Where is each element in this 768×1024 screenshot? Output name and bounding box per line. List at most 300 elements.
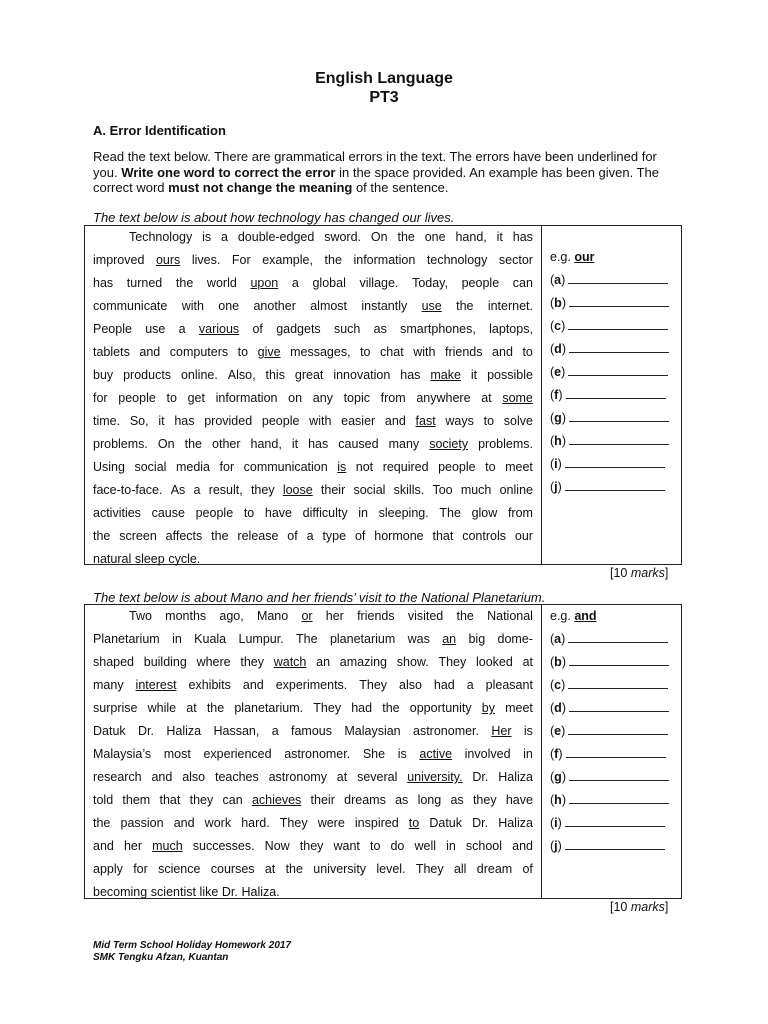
word: glow: [471, 506, 498, 520]
word: meet: [505, 460, 533, 474]
word: much: [460, 483, 492, 497]
error-word: much: [152, 839, 183, 853]
word: on: [288, 391, 303, 405]
word: in: [358, 506, 368, 520]
word: any: [312, 391, 333, 405]
word: sector: [498, 253, 533, 267]
word: turned: [126, 276, 163, 290]
word: for: [93, 391, 108, 405]
word: to: [485, 460, 496, 474]
footer-line-1: Mid Term School Holiday Homework 2017: [93, 940, 292, 951]
word: one: [424, 230, 446, 244]
word: technology: [426, 253, 488, 267]
word: it: [470, 368, 478, 382]
word: Planetarium: [93, 632, 160, 646]
word: communicate: [93, 299, 168, 313]
answer-label: (a): [550, 632, 566, 646]
instructions-text-2: in the space provided. An example has been given. The correct word: [93, 164, 660, 195]
word: use: [145, 322, 166, 336]
passage-line: [93, 835, 533, 858]
word: people: [438, 460, 476, 474]
word: courses: [210, 862, 255, 876]
answer-blank[interactable]: [568, 269, 668, 284]
answer-label: (b): [550, 655, 566, 669]
answer-blank[interactable]: [566, 384, 666, 399]
passage-line: [93, 674, 533, 697]
error-word: use: [421, 299, 442, 313]
word: as: [450, 793, 464, 807]
word: release: [237, 529, 279, 543]
answer-blank[interactable]: [568, 720, 668, 735]
word-with-error: [419, 743, 452, 766]
answer-label: (g): [550, 770, 566, 784]
word: Haliza: [166, 724, 202, 738]
answer-label: (h): [550, 793, 566, 807]
word: that: [159, 793, 181, 807]
word: easier: [341, 414, 376, 428]
word-with-error: [199, 318, 239, 341]
answer-blank[interactable]: [565, 835, 665, 850]
word: astronomy: [268, 770, 327, 784]
word-with-error: [491, 720, 511, 743]
word: the: [93, 816, 111, 830]
word: is: [523, 724, 533, 738]
word: people: [461, 276, 500, 290]
word: and: [139, 345, 161, 359]
word: in: [523, 747, 533, 761]
word: a: [193, 483, 201, 497]
word: lives.: [191, 253, 221, 267]
word: Dr.: [138, 724, 154, 738]
error-word: active: [419, 747, 453, 761]
word: they: [189, 793, 214, 807]
word: with: [181, 299, 204, 313]
word: at: [186, 701, 197, 715]
word: to: [166, 391, 177, 405]
word: activities: [93, 506, 141, 520]
passage-line: [93, 812, 533, 835]
word: National: [487, 609, 533, 623]
word: affects: [165, 529, 203, 543]
marks-suffix: ]: [664, 566, 669, 580]
word: where: [196, 655, 231, 669]
word-with-error: [274, 651, 307, 674]
example-row: [550, 246, 680, 269]
answer-label: (d): [550, 701, 566, 715]
example-prefix: e.g.: [550, 250, 571, 264]
answer-blank[interactable]: [565, 476, 665, 491]
answer-row-e: [550, 720, 680, 743]
word: the: [184, 437, 202, 451]
passage-line: [93, 697, 533, 720]
word-with-error: [258, 341, 281, 364]
answer-label: (i): [550, 816, 562, 830]
answer-blank[interactable]: [568, 315, 668, 330]
word: famous: [291, 724, 332, 738]
passage-line: [93, 226, 533, 249]
answer-row-f: [550, 384, 680, 407]
word: a: [291, 276, 299, 290]
word: type: [322, 529, 347, 543]
word: They: [359, 678, 388, 692]
word: their: [320, 483, 346, 497]
answer-blank[interactable]: [569, 407, 669, 422]
answer-blank[interactable]: [568, 674, 668, 689]
word-with-error: [430, 364, 461, 387]
word: can: [512, 276, 533, 290]
error-word: is: [337, 460, 347, 474]
answer-label: (c): [550, 319, 566, 333]
word: school: [465, 839, 503, 853]
word: dreams: [344, 793, 386, 807]
word: to: [237, 345, 249, 359]
word: several: [357, 770, 398, 784]
word-with-error: [409, 812, 419, 835]
error-word: Her: [491, 724, 512, 738]
passage-2-marks: [610, 900, 668, 914]
word: the: [397, 230, 415, 244]
word: almost: [310, 299, 348, 313]
word: sleeping.: [378, 506, 429, 520]
word-with-error: [502, 387, 533, 410]
error-word: to: [408, 816, 420, 830]
answer-label: (e): [550, 724, 566, 738]
answer-blank[interactable]: [566, 743, 666, 758]
passage-line: [93, 295, 533, 318]
answer-row-b: [550, 651, 680, 674]
word: innovation: [333, 368, 391, 382]
word: involved: [464, 747, 511, 761]
passage-line: [93, 858, 533, 881]
passage-line: [93, 548, 533, 571]
passage-1-intro: The text below is about how technology has changed our lives.: [93, 210, 455, 225]
word: most: [163, 747, 191, 761]
passage-line: [93, 272, 533, 295]
word-with-error: [250, 272, 278, 295]
answer-row-f: [550, 743, 680, 766]
word: They: [415, 862, 444, 876]
word: the: [211, 529, 229, 543]
word: media: [175, 460, 211, 474]
answer-blank[interactable]: [569, 789, 669, 804]
word: natural: [93, 552, 132, 566]
word: planetarium: [329, 632, 396, 646]
word: has: [174, 414, 195, 428]
word-with-error: [283, 479, 313, 502]
word: Lumpur.: [238, 632, 284, 646]
word: this: [265, 368, 285, 382]
word: they: [250, 483, 275, 497]
word: difficulty: [302, 506, 348, 520]
word: all: [453, 862, 467, 876]
passage-line: [93, 789, 533, 812]
instructions: [93, 149, 683, 196]
word: ways: [445, 414, 474, 428]
answer-label: (f): [550, 388, 563, 402]
answer-blank[interactable]: [565, 453, 665, 468]
answer-blank[interactable]: [568, 628, 668, 643]
word: people: [118, 391, 156, 405]
word: amazing: [339, 655, 388, 669]
word: global: [312, 276, 346, 290]
word: long: [417, 793, 442, 807]
word: provided: [204, 414, 253, 428]
answer-label: (c): [550, 678, 566, 692]
word: social: [134, 460, 167, 474]
word: As: [170, 483, 186, 497]
word: their: [310, 793, 335, 807]
answer-blank[interactable]: [568, 361, 668, 376]
word: hard.: [241, 816, 270, 830]
section-heading: A. Error Identification: [93, 123, 226, 138]
word: result,: [208, 483, 243, 497]
answer-row-e: [550, 361, 680, 384]
word: a: [466, 678, 474, 692]
answer-label: (j): [550, 839, 562, 853]
word: a: [306, 529, 314, 543]
word: information: [353, 253, 416, 267]
word: Datuk: [93, 724, 126, 738]
error-word: or: [301, 609, 313, 623]
word: the: [382, 701, 400, 715]
answer-blank[interactable]: [569, 651, 669, 666]
word: Datuk: [429, 816, 462, 830]
answer-blank[interactable]: [565, 812, 665, 827]
word: had: [351, 701, 373, 715]
word: work: [204, 816, 232, 830]
word: research: [93, 770, 142, 784]
word: one: [218, 299, 240, 313]
word: had: [433, 678, 455, 692]
word: as: [395, 793, 409, 807]
word: inspired: [354, 816, 399, 830]
word: has: [308, 437, 329, 451]
word: problems.: [93, 437, 148, 451]
word: Kuala: [194, 632, 227, 646]
word: meet: [505, 701, 533, 715]
word: Haliza.: [241, 885, 280, 899]
word: have: [505, 793, 533, 807]
word: Haliza: [498, 770, 533, 784]
answer-row-d: [550, 697, 680, 720]
word: has: [400, 368, 421, 382]
word: Hassan,: [213, 724, 260, 738]
answer-row-g: [550, 407, 680, 430]
word-with-error: [152, 835, 183, 858]
error-word: ours: [155, 253, 181, 267]
word: successes.: [192, 839, 255, 853]
passage-line: [93, 410, 533, 433]
answer-label: (a): [550, 273, 566, 287]
word: for: [133, 862, 148, 876]
word: is: [397, 747, 407, 761]
word: online: [499, 483, 533, 497]
word: of: [522, 862, 533, 876]
passage-2-intro: The text below is about Mano and her friends’ visit to the National Planetarium.: [93, 590, 546, 605]
error-word: university.: [407, 770, 463, 784]
word: messages,: [290, 345, 351, 359]
passage-line: [93, 766, 533, 789]
word: not: [355, 460, 374, 474]
passage-line: [93, 720, 533, 743]
word: looked: [475, 655, 513, 669]
word: Too: [432, 483, 453, 497]
word: hormone: [374, 529, 424, 543]
answer-row-i: [550, 453, 680, 476]
word: friends: [444, 345, 483, 359]
word: they: [472, 793, 497, 807]
word: big: [468, 632, 486, 646]
word: ago,: [219, 609, 244, 623]
word: building: [143, 655, 187, 669]
word: experienced: [203, 747, 272, 761]
word: example,: [262, 253, 313, 267]
word: They: [313, 701, 342, 715]
passage-line: [93, 525, 533, 548]
word: problems.: [478, 437, 533, 451]
passage-line: [93, 318, 533, 341]
word: skills.: [393, 483, 425, 497]
passage-1-marks: [610, 566, 668, 580]
word: them: [122, 793, 151, 807]
word: her: [123, 839, 143, 853]
word: to: [483, 414, 495, 428]
answer-row-h: [550, 789, 680, 812]
word: level.: [376, 862, 406, 876]
word: Two: [129, 609, 152, 623]
passage-line: [93, 605, 533, 628]
answer-row-g: [550, 766, 680, 789]
passage-line: [93, 651, 533, 674]
word: People: [93, 322, 132, 336]
answer-row-c: [550, 315, 680, 338]
answer-blank[interactable]: [569, 292, 669, 307]
example-row: [550, 605, 680, 628]
word: it: [158, 414, 165, 428]
word: our: [514, 529, 533, 543]
word: at: [336, 770, 348, 784]
word: of: [252, 322, 263, 336]
word: the: [456, 609, 474, 623]
word: hand,: [250, 437, 282, 451]
word: laptops,: [489, 322, 533, 336]
marks-word: marks: [630, 566, 665, 580]
answer-blank[interactable]: [569, 766, 669, 781]
word: On: [370, 230, 388, 244]
word: of: [354, 529, 366, 543]
error-word: society: [429, 437, 469, 451]
word: experiments.: [275, 678, 348, 692]
word: and: [173, 816, 195, 830]
answer-label: (b): [550, 296, 566, 310]
example-prefix: e.g.: [550, 609, 571, 623]
answer-row-a: [550, 269, 680, 292]
document-subtitle: PT3: [369, 89, 399, 106]
word: required: [382, 460, 429, 474]
word: and: [512, 839, 533, 853]
word: from: [380, 391, 406, 405]
word: gadgets: [276, 322, 321, 336]
word: topic: [343, 391, 370, 405]
error-word: interest: [135, 678, 177, 692]
word: months: [165, 609, 207, 623]
word: They: [279, 816, 308, 830]
word: the: [324, 253, 342, 267]
word: from: [507, 506, 533, 520]
word: the: [206, 701, 225, 715]
word: has: [512, 230, 533, 244]
instructions-bold-2: must not change the meaning: [168, 180, 353, 195]
word: they: [299, 839, 324, 853]
word: sword.: [324, 230, 362, 244]
word: great: [294, 368, 324, 382]
passage-line: [93, 743, 533, 766]
word: at: [264, 862, 276, 876]
word: chat: [380, 345, 404, 359]
passage-1-text: [85, 226, 542, 564]
passage-line: [93, 881, 533, 904]
example-answer: our: [574, 250, 595, 264]
word-with-error: [252, 789, 301, 812]
word: Dr.: [472, 770, 489, 784]
word: is: [202, 230, 212, 244]
marks-suffix: ]: [664, 900, 669, 914]
passage-line: [93, 387, 533, 410]
word: possible: [487, 368, 533, 382]
answer-blank[interactable]: [569, 697, 669, 712]
word: an: [316, 655, 331, 669]
instructions-bold-1: Write one word to correct the error: [121, 164, 336, 180]
footer-line-2: SMK Tengku Afzan, Kuantan: [93, 952, 229, 963]
word: products: [123, 368, 172, 382]
word: many: [388, 437, 420, 451]
word: surprise: [93, 701, 138, 715]
word: controls: [462, 529, 506, 543]
answer-row-i: [550, 812, 680, 835]
word: in: [446, 839, 456, 853]
answer-row-b: [550, 292, 680, 315]
word: a: [178, 322, 186, 336]
word: were: [317, 816, 345, 830]
word: friends: [357, 609, 395, 623]
passage-2-box: [84, 604, 682, 899]
error-word: an: [442, 632, 457, 646]
word: her: [325, 609, 344, 623]
answer-row-h: [550, 430, 680, 453]
word: many: [93, 678, 124, 692]
word: Using: [93, 460, 125, 474]
word: has: [93, 276, 114, 290]
word: social: [353, 483, 386, 497]
answer-blank[interactable]: [569, 430, 669, 445]
word: opportunity: [409, 701, 472, 715]
word: a: [221, 230, 228, 244]
word: screen: [119, 529, 157, 543]
word: teaches: [214, 770, 259, 784]
passage-line: [93, 341, 533, 364]
answer-label: (j): [550, 480, 562, 494]
word: buy: [93, 368, 114, 382]
passage-line: [93, 433, 533, 456]
word: planetarium.: [234, 701, 304, 715]
answer-blank[interactable]: [569, 338, 669, 353]
word: anywhere: [416, 391, 471, 405]
word-with-error: [136, 674, 177, 697]
word: can: [222, 793, 243, 807]
passage-line: [93, 502, 533, 525]
error-word: fast: [415, 414, 436, 428]
word: the: [285, 862, 303, 876]
